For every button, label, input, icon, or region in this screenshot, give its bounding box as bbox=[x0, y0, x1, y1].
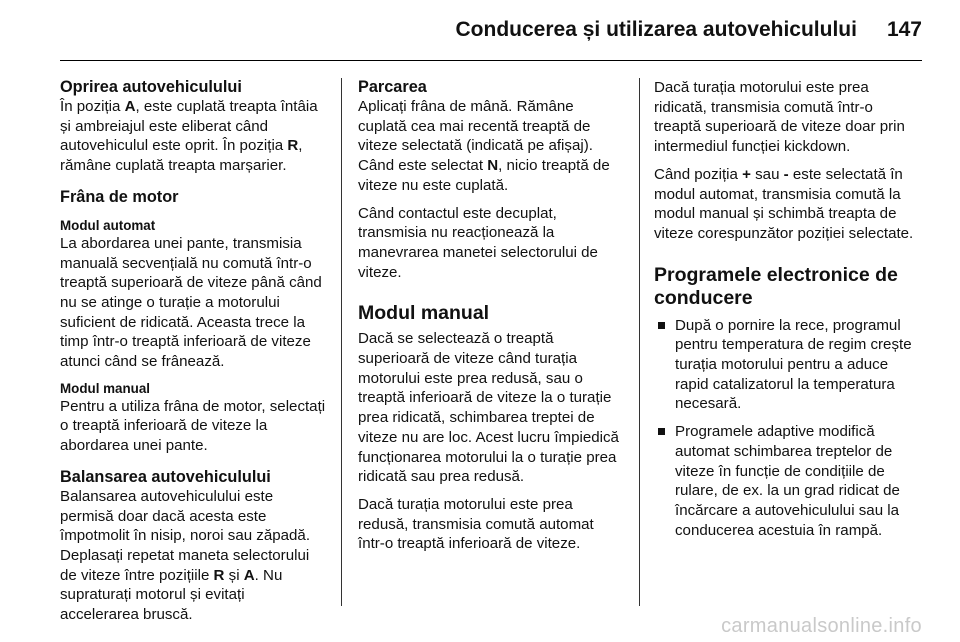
paragraph-modul-manual-1: Dacă se selectează o treaptă superioară de viteze când turația motorului este prea redusă, sau o treaptă inferioară de viteze la o turație prea ridicată, schimbarea treptei de viteze nu are loc. Acest lucru împiedică funcționarea motorului la o turație prea ridicată sau prea redusă. bbox=[358, 330, 619, 486]
paragraph-parcarea-1: Aplicați frâna de mână. Rămâne cuplată cea mai recentă treaptă de viteze selectată (indicată pe afișaj). Când este selectat N, nicio treaptă de viteze nu este cuplată. bbox=[358, 98, 610, 194]
list-item: După o pornire la rece, programul pentru temperatura de regim crește turația motorului pentru a aduce rapid catalizatorul la temperatura necesară. bbox=[654, 316, 922, 415]
bullet-list bbox=[654, 316, 922, 541]
subheading-manual: Modul manual bbox=[60, 380, 151, 396]
watermark: carmanualsonline.info bbox=[721, 615, 922, 637]
paragraph-balansare: Balansarea autovehiculului este permisă doar dacă acesta este împotmolit în nisip, noroi sau zăpadă. Deplasați repetat maneta selectorului de viteze între pozițiile R și A. Nu supraturați motorul și evitați accelerarea bruscă. bbox=[60, 487, 311, 624]
paragraph-modul-manual-2: Dacă turația motorului este prea redusă, transmisia comută automat într-o treaptă inferioară de viteze. bbox=[358, 495, 594, 553]
column-2 bbox=[358, 78, 624, 554]
square-bullet-icon bbox=[658, 428, 665, 435]
heading-modul-manual: Modul manual bbox=[358, 302, 490, 325]
paragraph-oprirea: În poziția A, este cuplată treapta întâia și ambreiajul este eliberat când autovehiculul este oprit. În poziția R, rămâne cuplată treapta marșarier. bbox=[60, 98, 318, 175]
heading-parcarea: Parcarea bbox=[358, 78, 427, 96]
column-1 bbox=[60, 78, 326, 625]
heading-frana: Frâna de motor bbox=[60, 187, 179, 206]
column-divider-2 bbox=[639, 78, 640, 606]
list-item: Programele adaptive modifică automat schimbarea treptelor de viteze în funcție de condițiile de rulare, de ex. la un grad ridicat de încărcare a autovehiculului sau la conducerea acestuia în rampă. bbox=[654, 422, 922, 540]
page-title: Conducerea și utilizarea autovehiculului bbox=[455, 18, 857, 41]
paragraph-kickdown: Dacă turația motorului este prea ridicată, transmisia comută într-o treaptă superioară de viteze doar prin intermediul funcției kickdown. bbox=[654, 79, 905, 156]
column-3 bbox=[654, 78, 922, 548]
header-rule bbox=[60, 60, 922, 61]
paragraph-parcarea-2: Când contactul este decuplat, transmisia nu reacționează la manevrarea manetei selectorului de viteze. bbox=[358, 204, 598, 281]
heading-oprirea: Oprirea autovehiculului bbox=[60, 78, 242, 96]
paragraph-manual: Pentru a utiliza frâna de motor, selectați o treaptă inferioară de viteze la abordarea unei pante. bbox=[60, 397, 326, 455]
paragraph-pozitie: Când poziția + sau - este selectată în modul automat, transmisia comută la modul manual și schimbă treapta de viteze corespunzător poziției selectate. bbox=[654, 165, 914, 242]
heading-balansare: Balansarea autovehiculului bbox=[60, 467, 271, 486]
square-bullet-icon bbox=[658, 322, 665, 329]
column-divider-1 bbox=[341, 78, 342, 606]
heading-programe: Programele electronice de conducere bbox=[654, 263, 898, 309]
subheading-automat: Modul automat bbox=[60, 217, 156, 233]
page-number: 147 bbox=[886, 18, 922, 41]
paragraph-automat: La abordarea unei pante, transmisia manuală secvențială nu comută într-o treaptă superioară de viteze până când nu se atinge o turație a motorului suficient de ridicată. Aceasta trece la timp într-o treaptă inferioară de viteze atunci când se frânează. bbox=[60, 234, 322, 371]
page-header bbox=[456, 18, 922, 42]
